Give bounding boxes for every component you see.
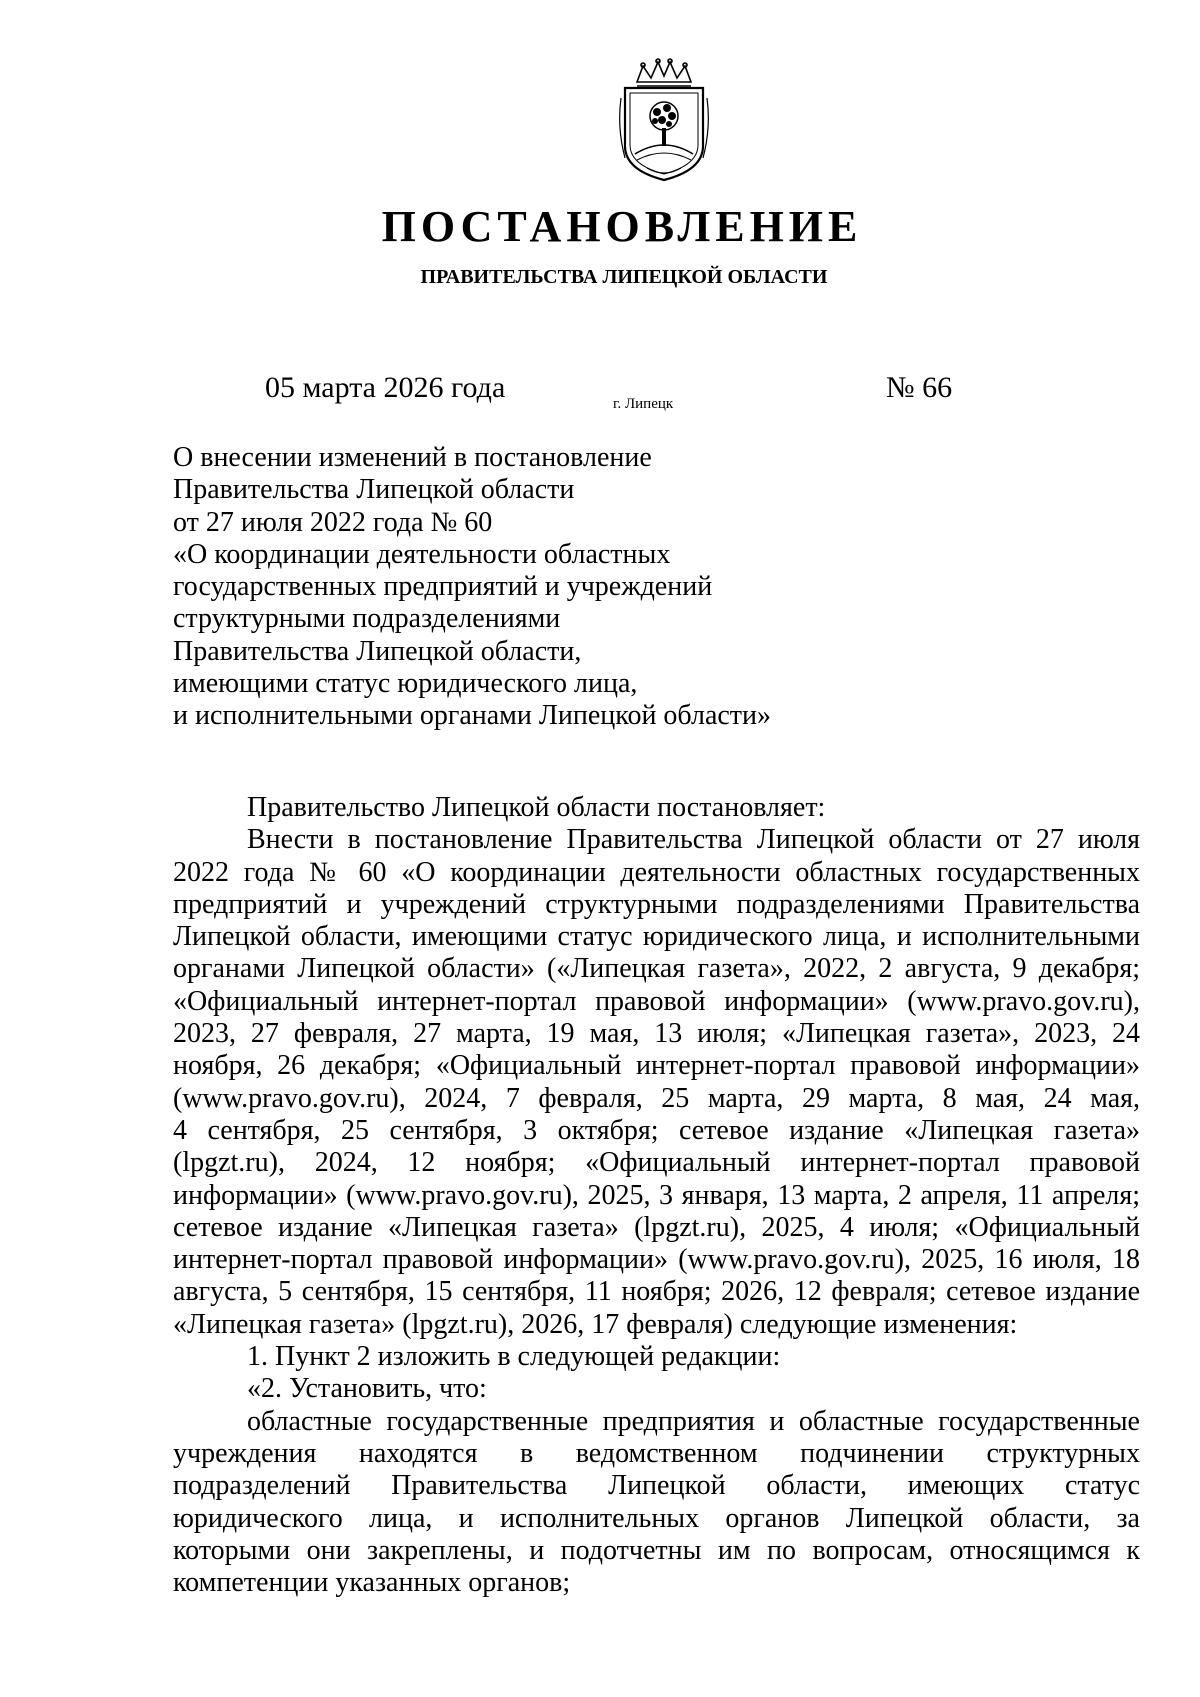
- body-line: (www.pravo.gov.ru), 2024, 7 февраля, 25 марта, 29 марта, 8 мая, 24 мая,: [173, 1082, 1140, 1114]
- document-date: 05 марта 2026 года: [265, 371, 506, 404]
- body-line: которыми они закреплены, и подотчетны им по вопросам, относящимся к: [173, 1534, 1140, 1566]
- body-line: ноября, 26 декабря; «Официальный интернет-портал правовой информации»: [173, 1050, 1140, 1082]
- resolution-body: [173, 792, 1140, 1599]
- body-line: 4 сентября, 25 сентября, 3 октября; сетевое издание «Липецкая газета»: [173, 1114, 1140, 1146]
- document-title: ПОСТАНОВЛЕНИЕ: [381, 202, 863, 251]
- document-city: г. Липецк: [613, 396, 674, 412]
- body-line: органами Липецкой области» («Липецкая газета», 2022, 2 августа, 9 декабря;: [173, 953, 1140, 985]
- body-line: интернет-портал правовой информации» (www.pravo.gov.ru), 2025, 16 июля, 18: [173, 1244, 1140, 1276]
- heading-line: Правительства Липецкой области: [173, 474, 575, 506]
- heading-line: и исполнительными органами Липецкой области»: [173, 700, 772, 732]
- heading-line: О внесении изменений в постановление: [173, 442, 652, 473]
- document-number: № 66: [886, 371, 953, 404]
- heading-line: от 27 июля 2022 года № 60: [173, 506, 493, 538]
- body-line: компетенции указанных органов;: [173, 1567, 571, 1599]
- heading-line: Правительства Липецкой области,: [173, 635, 582, 667]
- body-line: 2023, 27 февраля, 27 марта, 19 мая, 13 июля; «Липецкая газета», 2023, 24: [173, 1018, 1140, 1050]
- body-line: юридического лица, и исполнительных органов Липецкой области, за: [173, 1502, 1140, 1534]
- body-line: (lpgzt.ru), 2024, 12 ноября; «Официальный интернет-портал правовой: [173, 1147, 1140, 1179]
- resolution-heading: [173, 442, 973, 733]
- body-line: сетевое издание «Липецкая газета» (lpgzt.ru), 2025, 4 июля; «Официальный: [173, 1211, 1140, 1243]
- coat-of-arms-icon: [617, 58, 711, 184]
- heading-line: имеющими статус юридического лица,: [173, 668, 638, 700]
- body-line: информации» (www.pravo.gov.ru), 2025, 3 января, 13 марта, 2 апреля, 11 апреля;: [173, 1179, 1140, 1211]
- body-line: предприятий и учреждений структурными подразделениями Правительства: [173, 888, 1140, 920]
- heading-line: государственных предприятий и учреждений: [173, 571, 713, 603]
- document-subtitle: ПРАВИТЕЛЬСТВА ЛИПЕЦКОЙ ОБЛАСТИ: [420, 266, 828, 288]
- body-line: августа, 5 сентября, 15 сентября, 11 ноября; 2026, 12 февраля; сетевое издание: [173, 1276, 1140, 1308]
- body-line: Липецкой области, имеющими статус юридического лица, и исполнительными: [173, 921, 1140, 953]
- body-line: 1. Пункт 2 изложить в следующей редакции:: [247, 1341, 781, 1373]
- body-line: «Официальный интернет-портал правовой информации» (www.pravo.gov.ru),: [173, 985, 1140, 1017]
- body-line: областные государственные предприятия и областные государственные: [247, 1405, 1140, 1437]
- body-line: учреждения находятся в ведомственном подчинении структурных: [173, 1437, 1140, 1469]
- heading-line: «О координации деятельности областных: [173, 538, 671, 570]
- body-line: Внести в постановление Правительства Липецкой области от 27 июля: [247, 824, 1140, 856]
- heading-line: структурными подразделениями: [173, 603, 561, 635]
- body-line: 2022 года № 60 «О координации деятельности областных государственных: [173, 856, 1140, 888]
- body-line: Правительство Липецкой области постановляет:: [247, 792, 826, 823]
- body-line: «Липецкая газета» (lpgzt.ru), 2026, 17 февраля) следующие изменения:: [173, 1308, 1018, 1340]
- body-line: «2. Установить, что:: [247, 1373, 487, 1405]
- body-line: подразделений Правительства Липецкой области, имеющих статус: [173, 1470, 1140, 1502]
